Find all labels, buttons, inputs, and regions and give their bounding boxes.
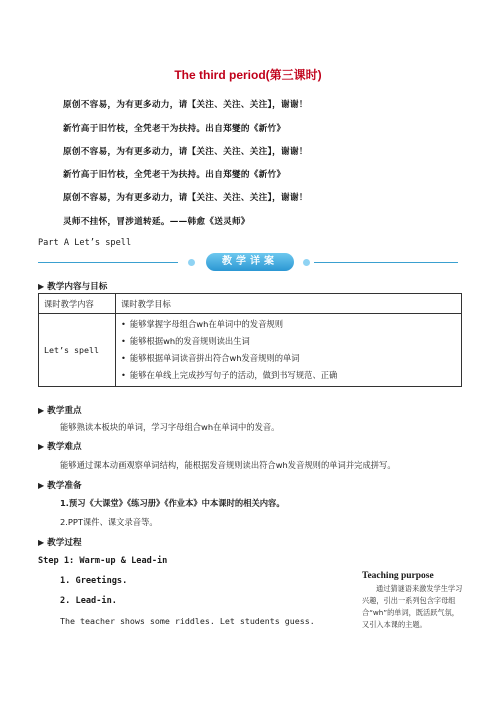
part-title: Part A Let’s spell <box>38 238 132 248</box>
goal-item: • 能够掌握字母组合wh在单词中的发音规则 <box>121 319 283 329</box>
teaching-purpose-note <box>362 571 466 631</box>
section-banner <box>38 252 458 274</box>
table-row <box>39 314 462 387</box>
key-points-text: 能够熟读本板块的单词，学习字母组合wh在单词中的发音。 <box>60 422 280 432</box>
notice-line-5: 原创不容易，为有更多动力，请【关注、关注、关注】，谢谢！ <box>63 193 308 203</box>
section-heading-preparation: ▶ 教学准备 <box>38 481 82 491</box>
table-header-row <box>39 294 462 314</box>
goals-table <box>38 293 462 387</box>
teaching-purpose-text: 通过猜谜语来激发学生学习兴趣，引出一系列包含字母组合“wh”的单词，既活跃气氛，又引入本课的主题。 <box>362 584 463 629</box>
section-heading-process: ▶ 教学过程 <box>38 538 82 548</box>
preparation-item-2: 2.PPT课件、课文录音等。 <box>60 517 158 527</box>
goal-item: • 能够在单线上完成抄写句子的活动，做到书写规范、正确 <box>121 370 338 380</box>
riddle-text: The teacher shows some riddles. Let students guess. <box>60 616 315 626</box>
banner-label: 教学详案 <box>206 253 294 271</box>
notice-line-3: 原创不容易，为有更多动力，请【关注、关注、关注】，谢谢！ <box>63 147 308 157</box>
triangle-right-icon: ▶ <box>38 282 45 291</box>
goal-item: • 能够根据wh的发音规则读出生词 <box>121 336 250 346</box>
triangle-right-icon: ▶ <box>38 442 45 451</box>
table-row-label: Let’s spell <box>39 314 116 387</box>
banner-dot-icon <box>303 259 310 266</box>
notice-line-6: 灵师不挂怀，冒涉道转延。——韩愈《送灵师》 <box>63 217 250 227</box>
triangle-right-icon: ▶ <box>38 406 45 415</box>
process-item-lead-in: 2. Lead-in. <box>60 596 117 606</box>
bullet-icon: • <box>121 319 126 329</box>
section-heading-goals: ▶ 教学内容与目标 <box>38 282 108 292</box>
banner-line-right <box>314 262 458 263</box>
bullet-icon: • <box>121 353 126 363</box>
notice-line-1: 原创不容易，为有更多动力，请【关注、关注、关注】，谢谢！ <box>63 100 308 110</box>
bullet-icon: • <box>121 336 126 346</box>
page-title: The third period(第三课时) <box>174 68 322 82</box>
banner-dot-icon <box>188 259 195 266</box>
difficulties-text: 能够通过课本动画观察单词结构，能根据发音规则读出符合wh发音规则的单词并完成拼写。 <box>60 460 396 470</box>
triangle-right-icon: ▶ <box>38 538 45 547</box>
teaching-purpose-heading: Teaching purpose <box>362 571 434 581</box>
notice-line-4: 新竹高于旧竹枝，全凭老干为扶持。出自郑燮的《新竹》 <box>63 170 286 180</box>
table-header-goals: 课时教学目标 <box>116 294 462 314</box>
section-heading-difficulties: ▶ 教学难点 <box>38 442 82 452</box>
goal-item: • 能够根据单词读音拼出符合wh发音规则的单词 <box>121 353 300 363</box>
triangle-right-icon: ▶ <box>38 481 45 490</box>
section-heading-key-points: ▶ 教学重点 <box>38 406 82 416</box>
notice-line-2: 新竹高于旧竹枝，全凭老干为扶持。出自郑燮的《新竹》 <box>63 124 286 134</box>
banner-line-left <box>38 262 178 263</box>
table-header-content: 课时教学内容 <box>39 294 116 314</box>
process-item-greetings: 1. Greetings. <box>60 576 128 586</box>
preparation-item-1: 1.预习《大课堂》《练习册》《作业本》中本课时的相关内容。 <box>60 498 285 508</box>
step-heading: Step 1: Warm-up & Lead-in <box>38 556 168 566</box>
table-goals-cell <box>116 314 462 387</box>
bullet-icon: • <box>121 370 126 380</box>
